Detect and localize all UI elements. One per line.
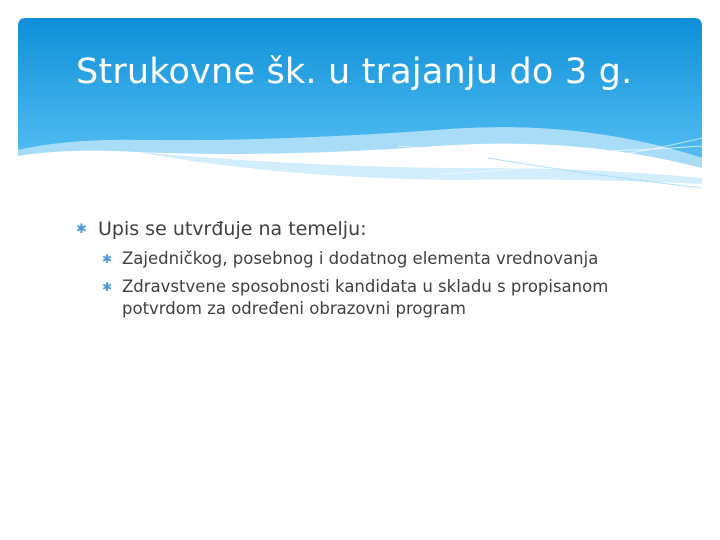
list-item [76,276,642,320]
list-item [76,248,642,270]
asterisk-bullet-icon: ✱ [102,252,113,266]
slide-title: Strukovne šk. u trajanju do 3 g. [76,52,633,92]
list-item-text: Zdravstvene sposobnosti kandidata u skladu s propisanom potvrdom za određeni obrazovni program [122,277,609,318]
asterisk-bullet-icon: ✱ [102,280,113,294]
bullet-list [76,216,676,326]
asterisk-bullet-icon: ✱ [76,222,87,237]
list-item-text: Upis se utvrđuje na temelju: [98,218,367,240]
list-item-text: Zajedničkog, posebnog i dodatnog elementa vrednovanja [122,249,599,268]
title-banner [18,18,702,196]
list-item [76,216,676,242]
title-banner-background [18,18,702,196]
